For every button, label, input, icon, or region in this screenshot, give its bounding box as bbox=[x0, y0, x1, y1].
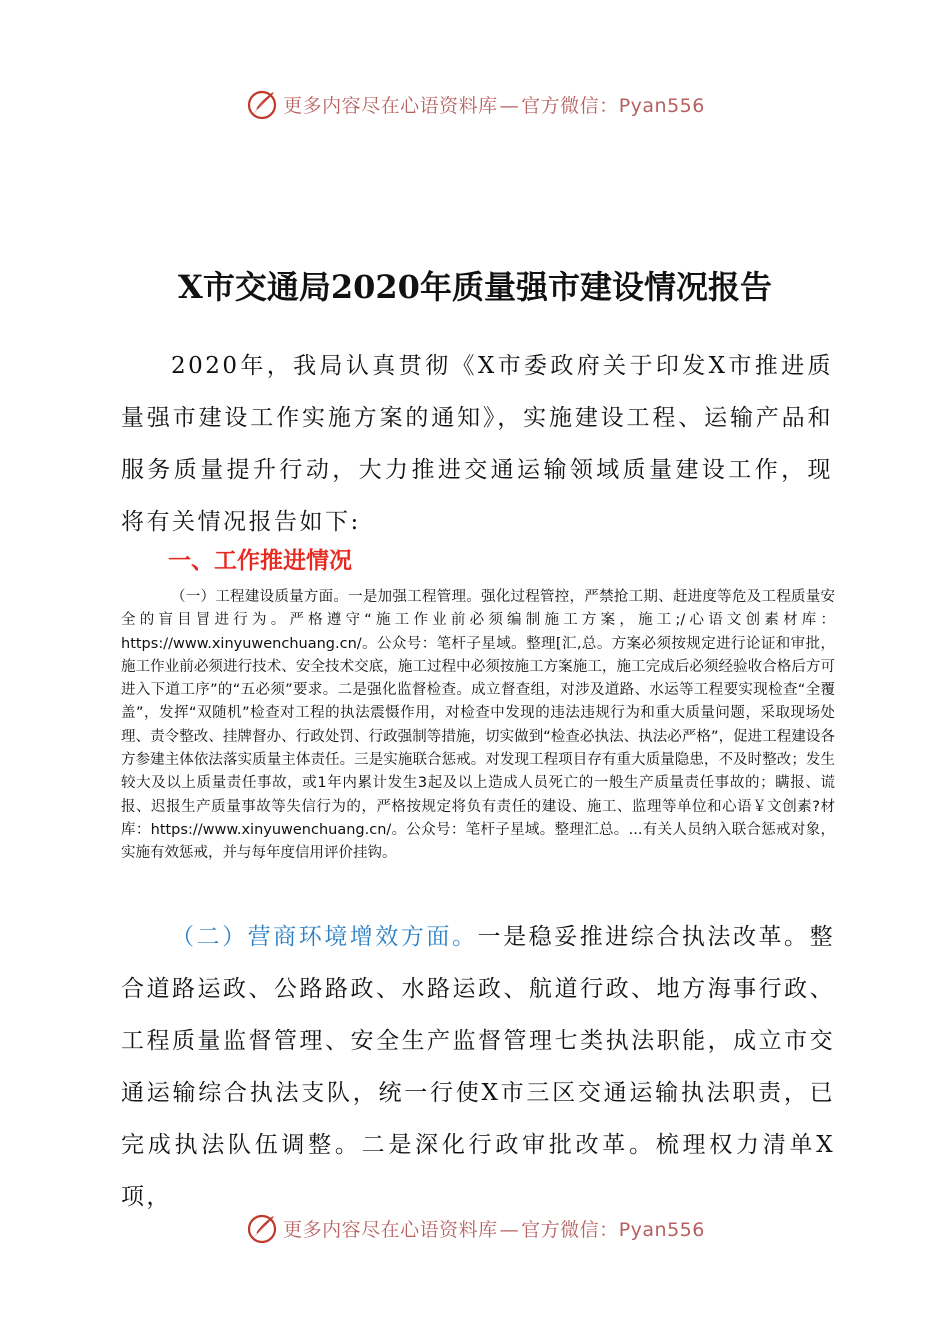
header-watermark bbox=[0, 84, 950, 124]
watermark-separator: — bbox=[499, 94, 520, 117]
quill-pen-icon bbox=[245, 1211, 279, 1245]
watermark-wechat-id: Pyan556 bbox=[618, 94, 705, 117]
watermark-text bbox=[283, 1215, 705, 1242]
watermark-label: 官方微信： bbox=[521, 1218, 619, 1241]
subsection-body: 一是稳妥推进综合执法改革。整合道路运政、公路路政、水路运政、航道行政、地方海事行政、工程质量监督管理、安全生产监督管理七类执法职能，成立市交通运输综合执法支队，统一行使X市三区交通运输执法职责，已完成执法队伍调整。二是深化行政审批改革。梳理权力清单X项， bbox=[121, 924, 835, 1210]
footer-watermark bbox=[0, 1208, 950, 1248]
watermark-main-text: 更多内容尽在心语资料库 bbox=[283, 1218, 498, 1241]
intro-paragraph: 2020年，我局认真贯彻《X市委政府关于印发X市推进质量强市建设工作实施方案的通知》，实施建设工程、运输产品和服务质量提升行动，大力推进交通运输领域质量建设工作，现将有关情况报告如下: bbox=[121, 353, 833, 535]
quill-pen-icon bbox=[245, 87, 279, 121]
page-title: X市交通局2020年质量强市建设情况报告 bbox=[178, 268, 772, 306]
watermark-wechat-id: Pyan556 bbox=[618, 1218, 705, 1241]
section-paragraph-2 bbox=[121, 911, 835, 1223]
watermark-text bbox=[283, 91, 705, 118]
subsection-heading: （二）营商环境增效方面。 bbox=[171, 924, 478, 950]
watermark-main-text: 更多内容尽在心语资料库 bbox=[283, 94, 498, 117]
watermark-label: 官方微信： bbox=[521, 94, 619, 117]
section-paragraph-1: （一）工程建设质量方面。一是加强工程管理。强化过程管控，严禁抢工期、赶进度等危及工程质量安全的盲目冒进行为。严格遵守“施工作业前必须编制施工方案，施工;/心语文创素材库：https://www.xinyuwenchuang.cn/。公众号：笔杆子星域。整理[汇,总。方案必须按规定进行论证和审批，施工作业前必须进行技术、安全技术交底，施工过程中必须按施工方案施工，施工完成后必须经验收合格后方可进入下道工序”的“五必须”要求。二是强化监督检查。成立督查组，对涉及道路、水运等工程要实现检查“全覆盖”，发挥“双随机”检查对工程的执法震慑作用，对检查中发现的违法违规行为和重大质量问题，采取现场处理、责令整改、挂牌督办、行政处罚、行政强制等措施，切实做到“检查必执法、执法必严格”，促进工程建设各方参建主体依法落实质量主体责任。三是实施联合惩戒。对发现工程项目存有重大质量隐患，不及时整改；发生较大及以上质量责任事故，或1年内累计发生3起及以上造成人员死亡的一般生产质量责任事故的；瞒报、谎报、迟报生产质量事故等失信行为的，严格按规定将负有责任的建设、施工、监理等单位和心语￥文创素?材库：https://www.xinyuwenchuang.cn/。公众号：笔杆子星域。整理汇总。...有关人员纳入联合惩戒对象，实施有效惩戒，并与每年度信用评价挂钩。 bbox=[121, 589, 835, 862]
section-heading: 一、工作推进情况 bbox=[168, 548, 352, 574]
watermark-separator: — bbox=[499, 1218, 520, 1241]
